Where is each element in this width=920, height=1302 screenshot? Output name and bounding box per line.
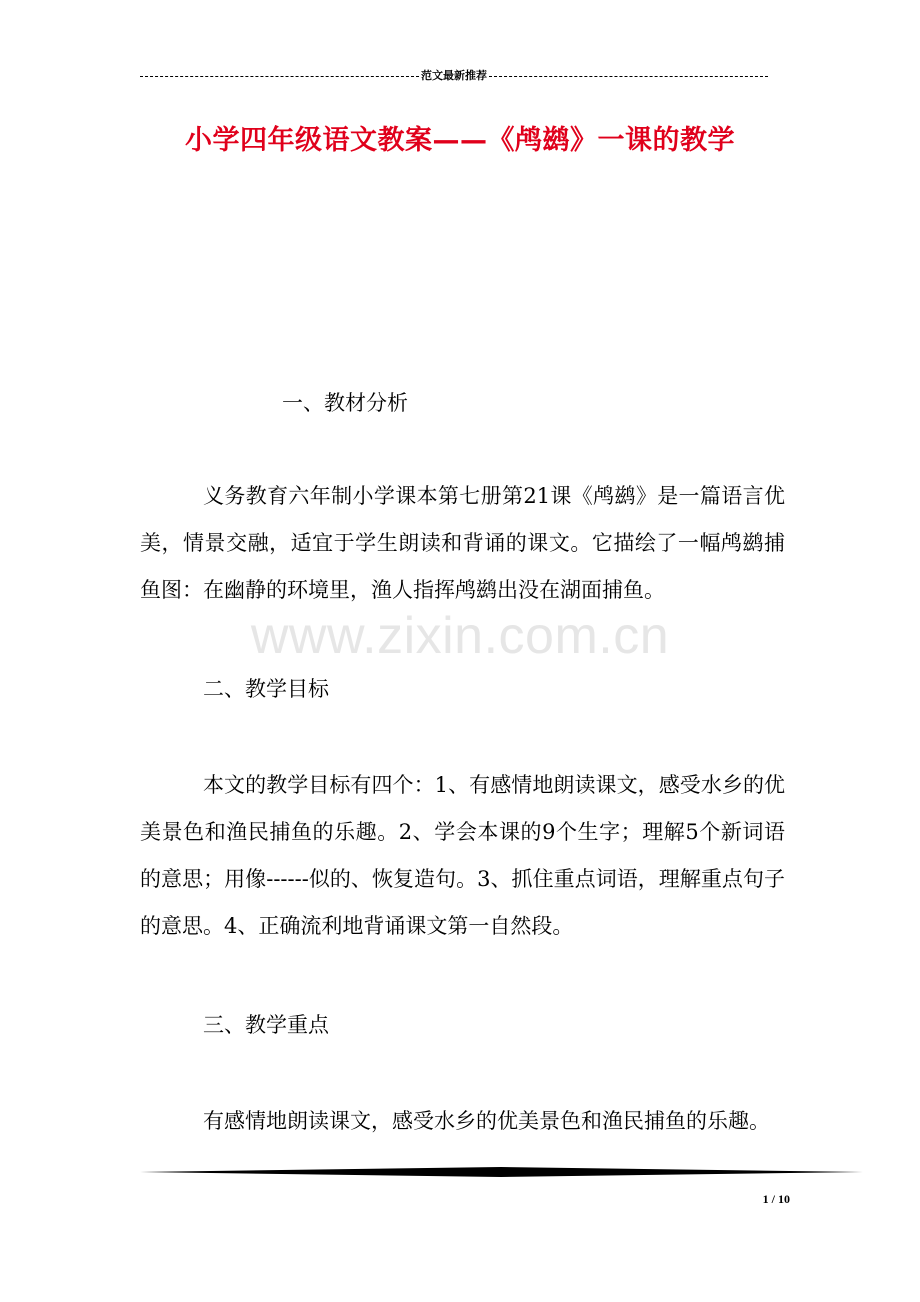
section-body-key-points: 有感情地朗读课文，感受水乡的优美景色和渔民捕鱼的乐趣。 [203,1109,770,1133]
header-dash-left [140,76,419,77]
document-title: 小学四年级语文教案——《鸬鹚》一课的教学 [185,125,735,156]
watermark: www.zixin.com.cn [250,607,670,665]
section-heading-materials: 一、教材分析 [282,391,408,415]
section-body-materials: 义务教育六年制小学课本第七册第21课《鸬鹚》是一篇语言优美，情景交融，适宜于学生朗读和背诵的课文。它描绘了一幅鸬鹚捕鱼图：在幽静的环境里，渔人指挥鸬鹚出没在湖面捕鱼。 [140,484,785,602]
page-number: 1 / 10 [762,1192,790,1206]
section-body-objectives: 本文的教学目标有四个：1、有感情地朗读课文，感受水乡的优美景色和渔民捕鱼的乐趣。2、学会本课的9个生字；理解5个新词语的意思；用像------似的、恢复造句。3、抓住重点词语，理解重点句子的意思。4、正确流利地背诵课文第一自然段。 [140,773,785,938]
header-dash-right [489,76,768,77]
section-heading-key-points: 三、教学重点 [203,1013,329,1037]
section-heading-objectives: 二、教学目标 [203,677,329,701]
page-header [140,67,768,85]
header-label: 范文最新推荐 [421,69,487,82]
footer-rule [140,1166,863,1178]
